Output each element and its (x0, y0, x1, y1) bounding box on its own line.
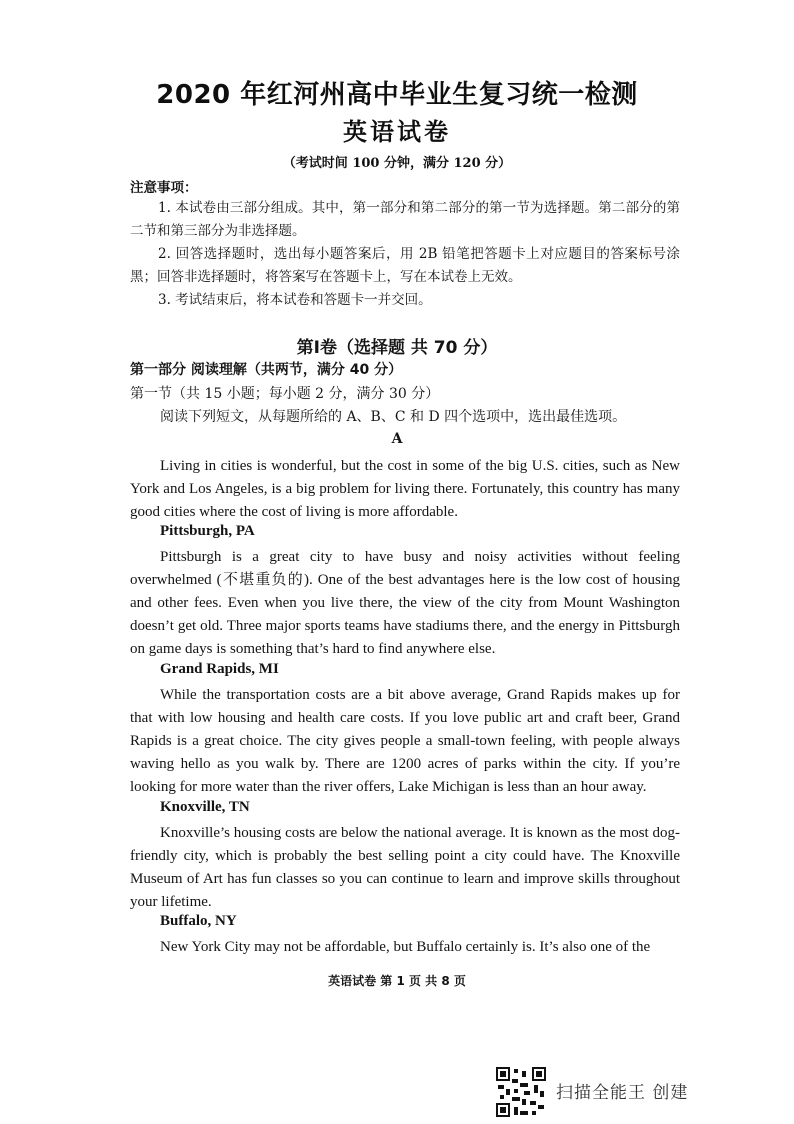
city-paragraph: While the transportation costs are a bit above average, Grand Rapids makes up for that with low housing and health care costs. If you love public art and craft beer, Grand Rapids is a great choice. The city gives people a small-town feeling, with people always waving hello as you walk by. There are 1200 acres of parks within the city. If you’re looking for more water than the river offers, Lake Michigan is less than an hour away. (130, 687, 680, 795)
city-paragraph: New York City may not be affordable, but Buffalo certainly is. It’s also one of the (160, 939, 651, 955)
city-paragraph: Pittsburgh is a great city to have busy and noisy activities without feeling overwhelmed (不堪重负的). One of the best advantages here is the low cost of housing and other fees. Even when you live there, the view of the city from Mount Washington doesn’t get old. Three major sports teams have stadiums there, and the energy in Pittsburgh on game days is something that’s hard to find anywhere else. (130, 549, 680, 657)
notice-heading: 注意事项： (130, 180, 198, 196)
part-title: 第一部分 阅读理解（共两节，满分 40 分） (130, 362, 403, 378)
notice-item: 3. 考试结束后，将本试卷和答题卡一并交回。 (158, 292, 432, 308)
city-paragraph: Knoxville’s housing costs are below the national average. It is known as the most dog-friendly city, which is probably the best selling point a city could have. The Knoxville Museum of Art has fun classes so you can continue to learn and improve skills throughout your lifetime. (130, 825, 680, 910)
instruction: 阅读下列短文，从每题所给的 A、B、C 和 D 四个选项中，选出最佳选项。 (160, 409, 627, 425)
passage-letter: A (391, 431, 403, 447)
city-heading: Grand Rapids, MI (160, 661, 279, 677)
volume-title: 第Ⅰ卷（选择题 共 70 分） (296, 338, 498, 358)
city-heading: Knoxville, TN (160, 799, 250, 815)
notice-item: 1. 本试卷由三部分组成。其中，第一部分和第二部分的第一节为选择题。第二部分的第二节和第三部分为非选择题。 (130, 200, 680, 239)
qr-code-icon (496, 1067, 546, 1117)
scanner-label: 扫描全能王 创建 (556, 1083, 689, 1103)
section-title: 第一节（共 15 小题；每小题 2 分，满分 30 分） (130, 386, 440, 402)
exam-subtitle: 英语试卷 (343, 118, 451, 146)
city-heading: Buffalo, NY (160, 913, 237, 929)
page-footer: 英语试卷 第 1 页 共 8 页 (328, 974, 466, 988)
notice-item: 2. 回答选择题时，选出每小题答案后，用 2B 铅笔把答题卡上对应题目的答案标号涂黑；回答非选择题时，将答案写在答题卡上，写在本试卷上无效。 (130, 246, 680, 285)
exam-title: 2020 年红河州高中毕业生复习统一检测 (156, 80, 638, 110)
city-heading: Pittsburgh, PA (160, 523, 255, 539)
time-note: （考试时间 100 分钟，满分 120 分） (282, 156, 512, 171)
passage-intro: Living in cities is wonderful, but the cost in some of the big U.S. cities, such as New York and Los Angeles, is a big problem for living there. Fortunately, this country has many good cities where the cost of living is more affordable. (130, 458, 680, 520)
